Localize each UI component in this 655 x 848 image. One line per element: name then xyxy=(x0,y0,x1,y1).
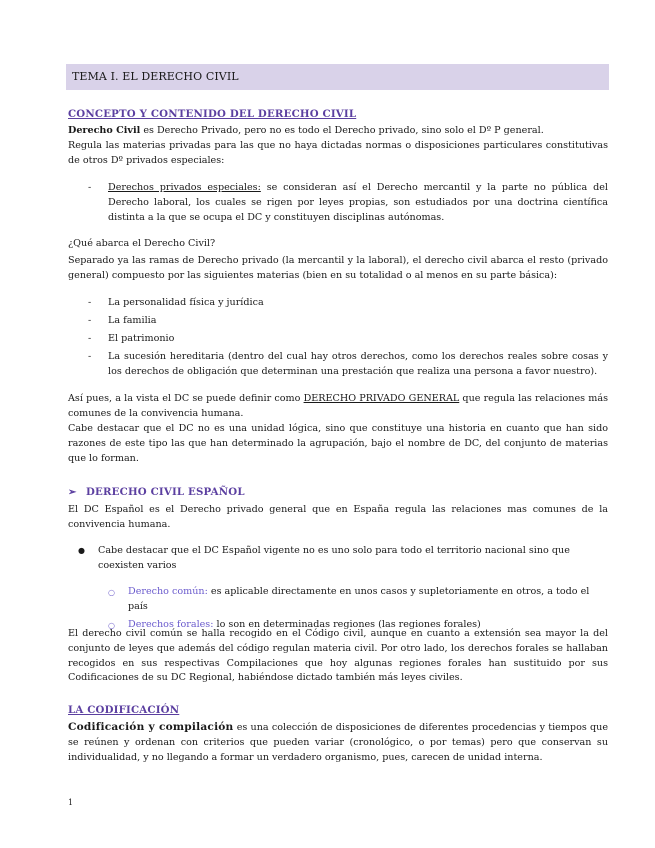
sub-item-label: Derechos forales: xyxy=(128,618,214,630)
paragraph-dc-espanol: El DC Español es el Derecho privado general que en España regula las relaciones mas comunes de la convivencia humana. xyxy=(68,504,608,530)
dash-list-materias xyxy=(88,296,608,383)
list-item-text: Cabe destacar que el DC Español vigente no es uno solo para todo el territorio nacional sino que coexisten varios xyxy=(98,545,570,571)
bold-term: Derecho Civil xyxy=(68,125,141,136)
list-item xyxy=(88,350,608,380)
bullet-icon: ● xyxy=(78,546,85,555)
section-heading-concepto: CONCEPTO Y CONTENIDO DEL DERECHO CIVIL xyxy=(68,108,357,120)
dash-marker: - xyxy=(88,314,92,326)
list-item xyxy=(108,585,608,615)
paragraph-text: es Derecho Privado, pero no es todo el Derecho privado, sino solo el Dº P general. xyxy=(140,125,544,136)
paragraph-definition xyxy=(68,124,608,139)
paragraph-derecho-comun: El derecho civil común se halla recogido en el Código civil, aunque en cuanto a extensión sea mayor la del conjunto de leyes que además del código regulan materia civil. Por otro lado, los derechos forales se hallaban recogidos en sus respectivas Compilaciones que hoy algunas regiones forales han sustituido por sus Codificaciones de su DC Regional, habiéndose dictado también más leyes civiles. xyxy=(68,628,608,684)
paragraph-regula: Regula las materias privadas para las que no haya dictadas normas o disposiciones particulares constitutivas de otros Dº privados especiales: xyxy=(68,140,608,166)
list-item xyxy=(88,181,608,225)
circle-bullet-icon: ○ xyxy=(108,588,115,597)
list-item-text: es aplicable directamente en unos casos y supletoriamente en otros, a todo el país xyxy=(128,586,590,612)
title-bar xyxy=(66,64,609,90)
underlined-term: Derechos privados especiales: xyxy=(108,182,261,193)
dash-marker: - xyxy=(88,297,92,308)
list-item-text: se consideran así el Derecho mercantil y la parte no pública del Derecho laboral, los cuales se rigen por leyes propias, son estudiados por una doctrina científica distinta a la que se ocupa el DC y constituyen disciplinas autónomas. xyxy=(108,182,608,223)
underlined-term: DERECHO PRIVADO GENERAL xyxy=(303,393,460,404)
list-item-text: lo son en determinadas regiones (las regiones forales) xyxy=(213,618,481,630)
bold-term: Codificación y compilación xyxy=(68,721,234,733)
section-heading-codificacion: LA CODIFICACIÓN xyxy=(68,704,180,716)
section-heading-text: DERECHO CIVIL ESPAÑOL xyxy=(86,486,245,498)
dash-marker: - xyxy=(88,350,92,362)
paragraph-text: que regula las relaciones más comunes de la convivencia humana. xyxy=(68,393,608,419)
list-item xyxy=(88,296,608,311)
dash-marker: - xyxy=(88,332,92,344)
list-item-text: El patrimonio xyxy=(108,332,175,344)
paragraph-separado: Separado ya las ramas de Derecho privado (la mercantil y la laboral), el derecho civil abarca el resto (privado general) compuesto por las siguientes materias (bien en su totalidad o al menos en su parte básica): xyxy=(68,255,608,281)
list-item xyxy=(78,544,608,574)
circle-bullet-icon: ○ xyxy=(108,620,115,630)
page-number: 1 xyxy=(68,798,74,807)
bullet-list xyxy=(78,544,608,574)
dash-marker: - xyxy=(88,182,92,193)
paragraph-text: Así pues, a la vista el DC se puede definir como xyxy=(68,393,304,404)
arrow-bullet-icon: ➢ xyxy=(68,486,77,498)
list-item xyxy=(88,332,608,347)
list-item xyxy=(88,314,608,329)
list-item-text: La personalidad física y jurídica xyxy=(108,297,264,308)
list-item-text: La familia xyxy=(108,314,157,326)
paragraph-codificacion xyxy=(68,720,608,765)
paragraph-cabe-destacar: Cabe destacar que el DC no es una unidad lógica, sino que constituye una historia en cuanto que han sido razones de este tipo las que han determinado la agrupación, bajo el nombre de DC, del conjunto de materias que lo forman. xyxy=(68,423,608,464)
sub-item-label: Derecho común: xyxy=(128,586,208,597)
list-item-text: La sucesión hereditaria (dentro del cual hay otros derechos, como los derechos reales sobre cosas y los derechos de obligación que determinan una prestación que realiza una persona a favor nuestro). xyxy=(108,350,608,377)
question-line: ¿Qué abarca el Derecho Civil? xyxy=(68,238,216,249)
page-title: TEMA I. EL DERECHO CIVIL xyxy=(72,70,239,83)
dash-list-especiales xyxy=(88,181,608,225)
section-heading-dc-espanol xyxy=(68,485,608,500)
paragraph-text: es una colección de disposiciones de diferentes procedencias y tiempos que se reúnen y ordenan con criterios que pueden variar (cronológico, o por temas) pero que conservan su individualidad, y no llegando a formar un verdadero organismo, pues, carecen de unidad interna. xyxy=(68,722,608,763)
paragraph-asi-pues xyxy=(68,392,608,422)
